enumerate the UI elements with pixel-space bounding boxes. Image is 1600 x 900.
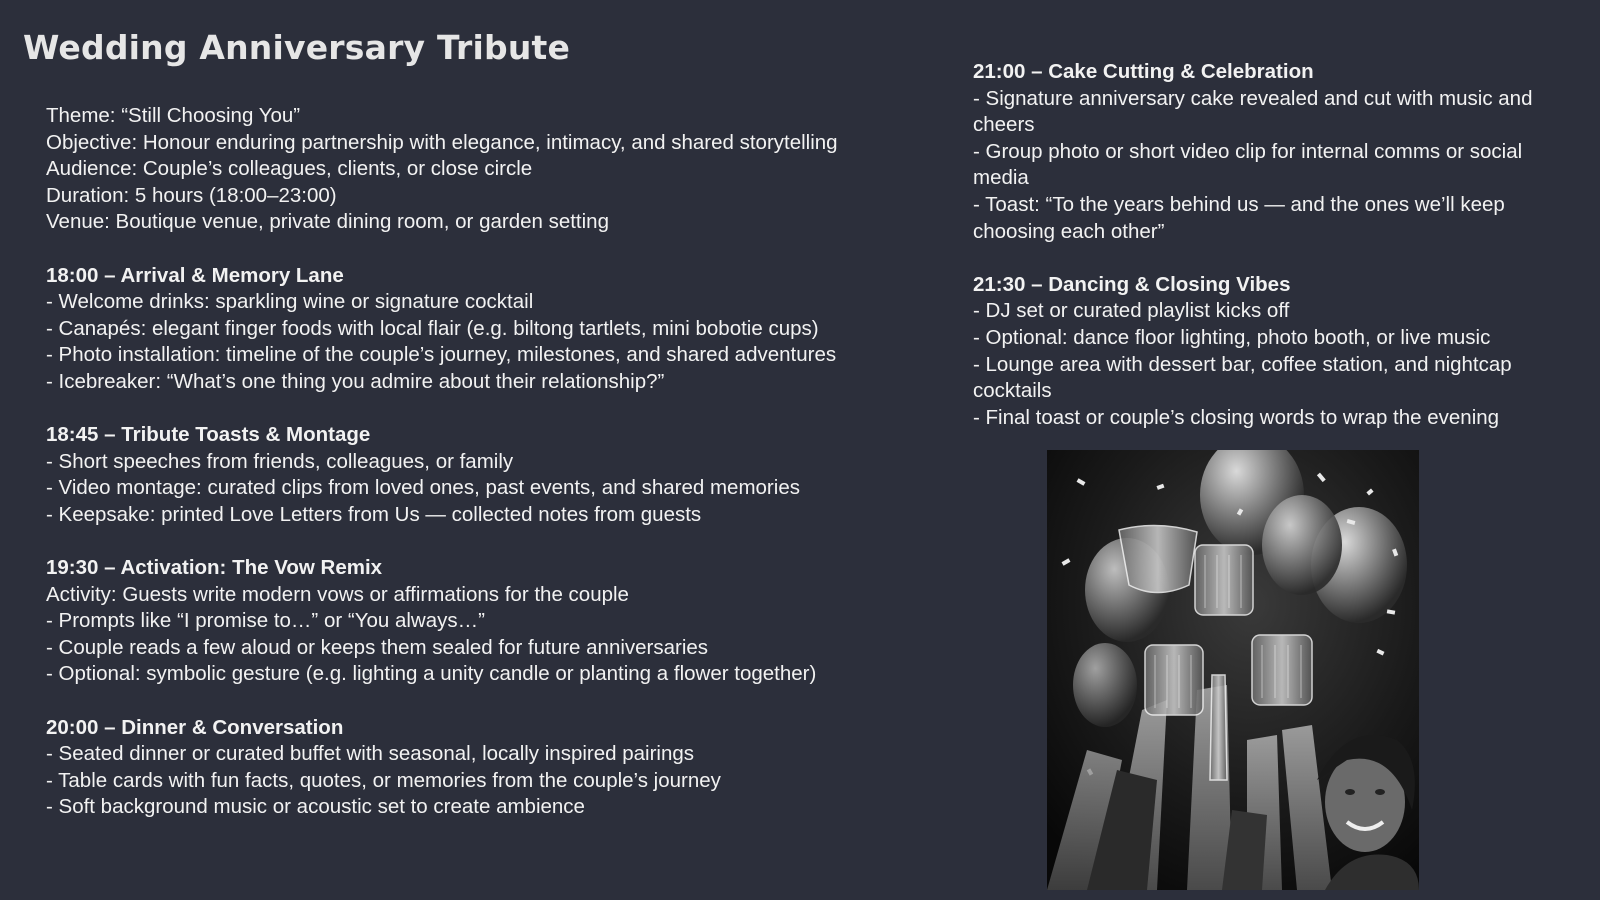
section-line: - Optional: dance floor lighting, photo booth, or live music — [973, 325, 1491, 349]
section-line: - Canapés: elegant finger foods with local flair (e.g. biltong tartlets, mini bobotie cups) — [46, 316, 819, 340]
section-line: - Icebreaker: “What’s one thing you admire about their relationship?” — [46, 369, 665, 393]
right-column — [973, 59, 1553, 431]
section-arrival — [46, 263, 926, 396]
section-line: - Couple reads a few aloud or keeps them sealed for future anniversaries — [46, 635, 709, 659]
section-heading: 19:30 – Activation: The Vow Remix — [46, 556, 383, 580]
section-line: - Soft background music or acoustic set to create ambience — [46, 795, 585, 819]
intro-duration: Duration: 5 hours (18:00–23:00) — [46, 183, 337, 207]
left-column — [46, 103, 926, 821]
section-line: - DJ set or curated playlist kicks off — [973, 299, 1290, 323]
intro-audience: Audience: Couple’s colleagues, clients, or close circle — [46, 157, 533, 181]
section-toasts — [46, 422, 926, 528]
section-line: Activity: Guests write modern vows or affirmations for the couple — [46, 582, 629, 606]
celebration-photo — [1047, 450, 1419, 890]
section-heading: 20:00 – Dinner & Conversation — [46, 715, 344, 739]
section-cake — [973, 59, 1553, 245]
section-line: - Prompts like “I promise to…” or “You always…” — [46, 609, 485, 633]
intro-theme: Theme: “Still Choosing You” — [46, 104, 301, 127]
section-line: - Optional: symbolic gesture (e.g. lighting a unity candle or planting a flower together) — [46, 662, 817, 686]
intro-venue: Venue: Boutique venue, private dining room, or garden setting — [46, 210, 609, 234]
section-line: - Group photo or short video clip for internal comms or social media — [973, 139, 1528, 190]
page-title: Wedding Anniversary Tribute — [23, 28, 571, 67]
section-heading: 18:00 – Arrival & Memory Lane — [46, 263, 344, 287]
section-line: - Final toast or couple’s closing words to wrap the evening — [973, 405, 1500, 429]
section-dancing — [973, 272, 1553, 432]
section-line: - Toast: “To the years behind us — and the ones we’ll keep choosing each other” — [973, 192, 1511, 243]
section-line: - Short speeches from friends, colleagues, or family — [46, 449, 514, 473]
intro-block — [46, 103, 926, 236]
section-line: - Seated dinner or curated buffet with seasonal, locally inspired pairings — [46, 742, 695, 766]
section-heading: 21:00 – Cake Cutting & Celebration — [973, 60, 1314, 83]
section-line: - Video montage: curated clips from loved ones, past events, and shared memories — [46, 476, 800, 500]
section-line: - Photo installation: timeline of the couple’s journey, milestones, and shared adventures — [46, 343, 837, 367]
section-line: - Table cards with fun facts, quotes, or memories from the couple’s journey — [46, 768, 721, 792]
section-line: - Keepsake: printed Love Letters from Us — collected notes from guests — [46, 502, 702, 526]
section-heading: 18:45 – Tribute Toasts & Montage — [46, 423, 371, 447]
section-line: - Welcome drinks: sparkling wine or signature cocktail — [46, 290, 534, 314]
intro-objective: Objective: Honour enduring partnership with elegance, intimacy, and shared storytelling — [46, 130, 838, 154]
section-dinner — [46, 715, 926, 821]
section-line: - Lounge area with dessert bar, coffee station, and nightcap cocktails — [973, 352, 1518, 403]
section-line: - Signature anniversary cake revealed and cut with music and cheers — [973, 86, 1539, 137]
section-vow-remix — [46, 555, 926, 688]
section-heading: 21:30 – Dancing & Closing Vibes — [973, 272, 1291, 296]
